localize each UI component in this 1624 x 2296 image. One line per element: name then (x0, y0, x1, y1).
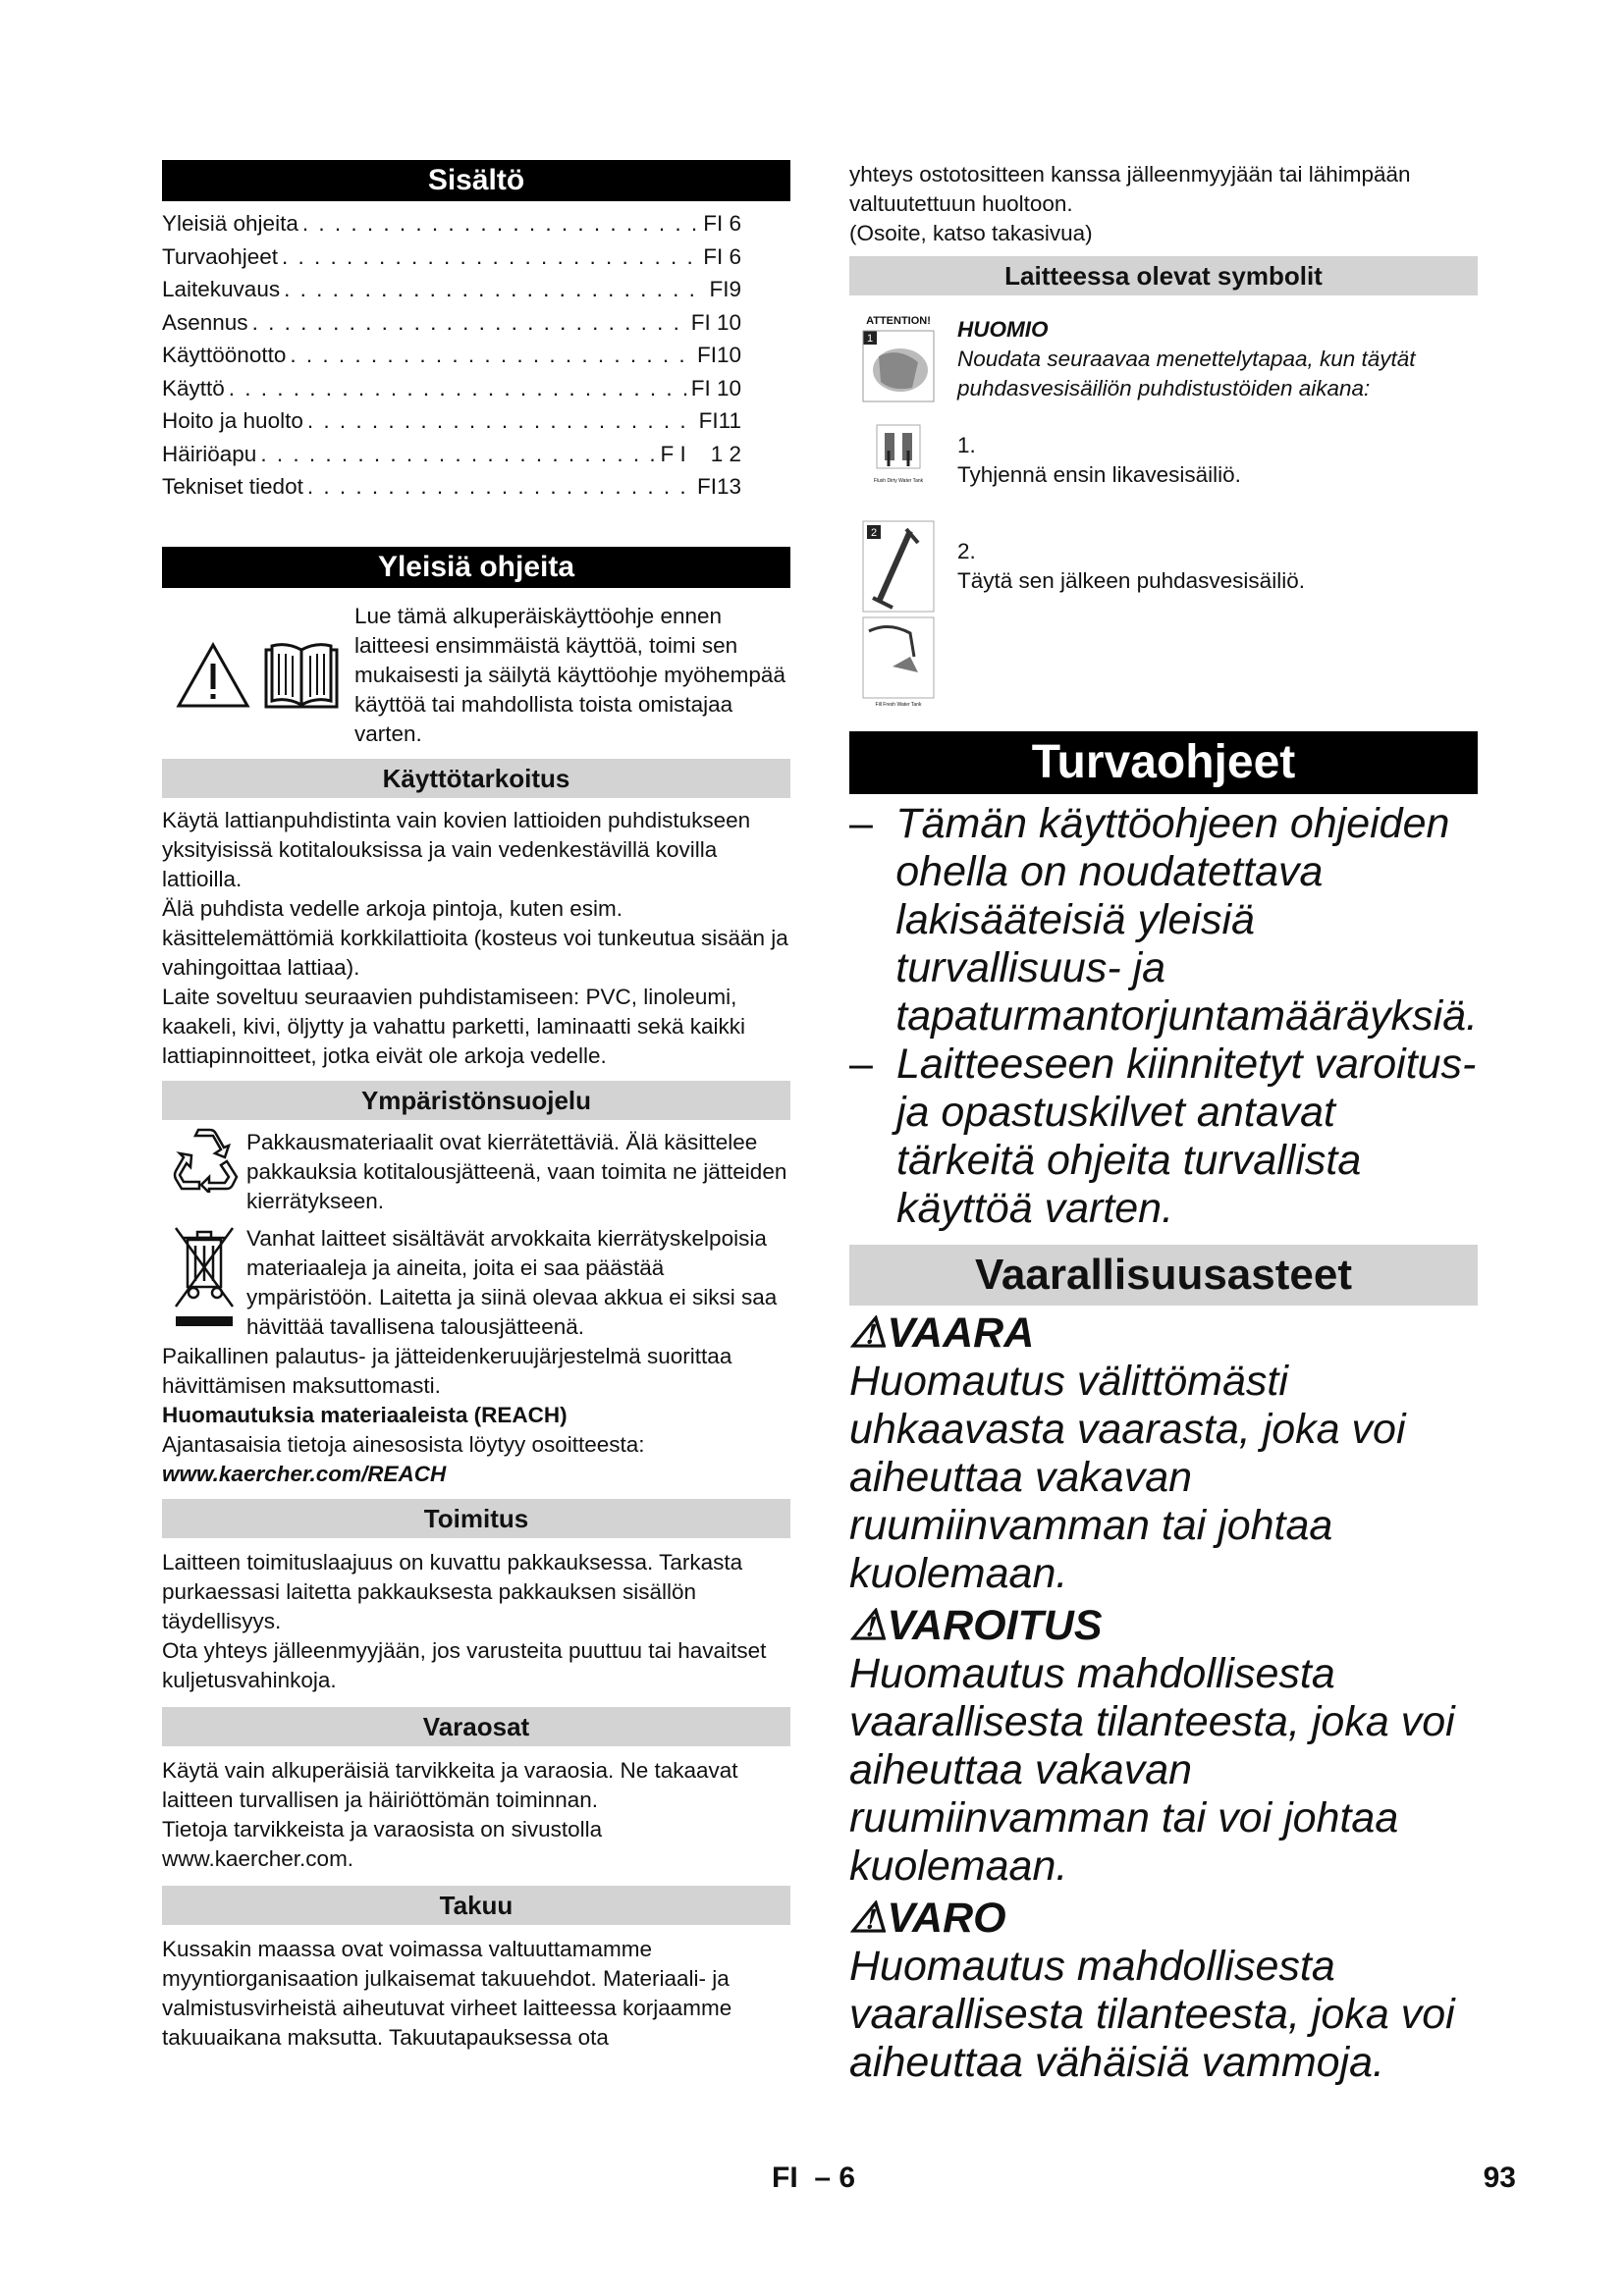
reach-link[interactable]: www.kaercher.com/REACH (162, 1461, 447, 1486)
symbol-note (849, 315, 1478, 519)
safety-heading: Turvaohjeet (849, 731, 1478, 794)
toc-item[interactable]: Käyttö . . . FI 10 (162, 372, 741, 405)
warning-text: Huomautus mahdollisesta vaarallisesta tilanteesta, joka voi aiheuttaa vakavan ruumiinvamman tai voi johtaa kuolemaan. (849, 1650, 1455, 1890)
danger-title: ⚠VAARA (849, 1309, 1035, 1357)
purpose-paragraph: Käytä lattianpuhdistinta vain kovien lattioiden puhdistukseen yksityisissä kotitalouksissa ja vain vedenkestävillä kovilla lattioilla. (162, 807, 751, 891)
recycle-text: Pakkausmateriaalit ovat kierrätettäviä. Älä käsittelee pakkauksia kotitalousjätteenä, vaan toimita ne jätteiden kierrätykseen. (246, 1129, 787, 1213)
hazard-heading: Vaarallisuusasteet (849, 1245, 1478, 1306)
weee-notice (162, 1224, 790, 1342)
step-2-label: 2. (957, 539, 976, 563)
toc-item[interactable]: Laitekuvaus . . . FI9 (162, 273, 741, 306)
fill-tank-pictogram-icon (849, 519, 947, 712)
delivery-paragraph: Ota yhteys jälleenmyyjään, jos varusteita puuttuu tai havaitset kuljetusvahinkoja. (162, 1637, 767, 1692)
danger-text: Huomautus välittömästi uhkaavasta vaarasta, joka voi aiheuttaa vakavan ruumiinvamman tai johtaa kuolemaan. (849, 1358, 1406, 1597)
dirty-tank-caption: Flush Dirty Water Tank (873, 478, 924, 484)
purpose-paragraph: Älä puhdista vedelle arkoja pintoja, kuten esim. käsittelemättömiä korkkilattioita (kosteus voi tunkeutua sisään ja vahingoittaa lattiaa). (162, 895, 788, 980)
step-2-text: Täytä sen jälkeen puhdasvesisäiliö. (957, 568, 1305, 593)
caution-title: ⚠VARO (849, 1895, 1006, 1942)
safety-item: – Tämän käyttöohjeen ohjeiden ohella on noudatettava lakisääteisiä yleisiä turvallisuus- ja tapaturmantorjuntamääräyksiä. (849, 800, 1479, 1040)
spares-paragraph: Käytä vain alkuperäisiä tarvikkeita ja varaosia. Ne takaavat laitteen turvallisen ja häiriöttömän toiminnan. (162, 1757, 738, 1812)
step-1-text: Tyhjennä ensin likavesisäiliö. (957, 462, 1241, 487)
delivery-heading: Toimitus (162, 1499, 790, 1538)
warranty-address-note: (Osoite, katso takasivua) (849, 221, 1093, 245)
warranty-paragraph: Kussakin maassa ovat voimassa valtuuttamamme myyntiorganisaation julkaisemat takuuehdot. Materiaali- ja valmistusvirheistä aiheutuvat virheet laitteessa korjaamme takuuaikana maksutta. Takuutapauksessa ota (162, 1936, 732, 2050)
toc-item[interactable]: Käyttöönotto . . . FI10 (162, 339, 741, 372)
reach-text: Ajantasaisia tietoja ainesosista löytyy osoitteesta: (162, 1431, 645, 1457)
recycle-icon (170, 1128, 239, 1193)
toc-item[interactable]: Tekniset tiedot . . . FI13 (162, 470, 741, 504)
weee-text: Vanhat laitteet sisältävät arvokkaita kierrätyskelpoisia materiaaleja ja aineita, joita ei saa päästää ympäristöön. Laitetta ja siinä olevaa akkua ei siksi saa hävittää tavallisena talousjätteenä. (246, 1225, 778, 1339)
toc-item[interactable]: Hoito ja huolto . . . FI11 (162, 404, 741, 438)
toc-heading: Sisältö (162, 160, 790, 201)
spares-heading: Varaosat (162, 1707, 790, 1746)
recycle-notice (162, 1128, 790, 1216)
right-column (849, 160, 1478, 2087)
symbol-step-2 (849, 519, 1478, 712)
attention-label: ATTENTION! (866, 315, 931, 327)
symbols-heading: Laitteessa olevat symbolit (849, 256, 1478, 295)
left-column (162, 160, 790, 2053)
step-1-badge: 1 (866, 333, 874, 345)
step-2-badge: 2 (870, 527, 878, 539)
purpose-paragraph: Laite soveltuu seuraavien puhdistamiseen: PVC, linoleumi, kaakeli, kivi, öljytty ja vahattu parketti, laminaatti sekä kaikki lattiapinnoitteet, jotka eivät ole arkoja vedelle. (162, 984, 745, 1068)
delivery-paragraph: Laitteen toimituslaajuus on kuvattu pakkauksessa. Tarkasta purkaessasi laitetta pakkauksesta pakkauksen sisällön täydellisyys. (162, 1549, 743, 1633)
warning-triangle-icon (176, 642, 250, 709)
note-title: HUOMIO (957, 317, 1049, 342)
spares-paragraph: Tietoja tarvikkeista ja varaosista on sivustolla www.kaercher.com. (162, 1816, 603, 1871)
note-text: Noudata seuraavaa menettelytapaa, kun täytät puhdasvesisäiliön puhdistustöiden aikana: (957, 347, 1416, 400)
warranty-continued: yhteys ostotositteen kanssa jälleenmyyjään tai lähimpään valtuutettuun huoltoon. (849, 162, 1411, 216)
safety-item: – Laitteeseen kiinnitetyt varoitus- ja opastuskilvet antavat tärkeitä ohjeita turvallista käyttöä varten. (849, 1041, 1477, 1232)
purpose-heading: Käyttötarkoitus (162, 759, 790, 798)
environment-heading: Ympäristönsuojelu (162, 1081, 790, 1120)
reach-title: Huomautuksia materiaaleista (REACH) (162, 1402, 568, 1427)
caution-text: Huomautus mahdollisesta vaarallisesta tilanteesta, joka voi aiheuttaa vähäisiä vammoja. (849, 1943, 1455, 2086)
fresh-tank-caption: Fill Fresh Water Tank (875, 702, 922, 708)
warranty-heading: Takuu (162, 1886, 790, 1925)
toc-item[interactable]: Asennus . . . FI 10 (162, 306, 741, 340)
general-intro-text: Lue tämä alkuperäiskäyttöohje ennen laitteesi ensimmäistä käyttöä, toimi sen mukaisesti ja säilytä käyttöohje myöhempää käyttöä tai mahdollista toista omistajaa varten. (354, 603, 785, 746)
footer-page-number: 93 (1483, 2162, 1516, 2194)
local-disposal-text: Paikallinen palautus- ja jätteidenkeruujärjestelmä suorittaa hävittämisen maksuttomasti. (162, 1343, 732, 1398)
crossed-bin-icon (170, 1224, 239, 1332)
toc-item[interactable]: Turvaohjeet . . . FI 6 (162, 240, 741, 274)
general-heading: Yleisiä ohjeita (162, 547, 790, 588)
step-1-label: 1. (957, 433, 976, 457)
manual-book-icon (262, 640, 341, 711)
toc-item[interactable]: Häiriöapu . . . F I 1 2 (162, 438, 741, 471)
table-of-contents (162, 207, 790, 504)
warning-title: ⚠VAROITUS (849, 1602, 1103, 1649)
toc-item[interactable]: Yleisiä ohjeita . . . FI 6 (162, 207, 741, 240)
footer-section-label: FI – 6 (772, 2162, 856, 2194)
general-notice (162, 602, 790, 749)
attention-pictogram-icon (849, 327, 947, 519)
